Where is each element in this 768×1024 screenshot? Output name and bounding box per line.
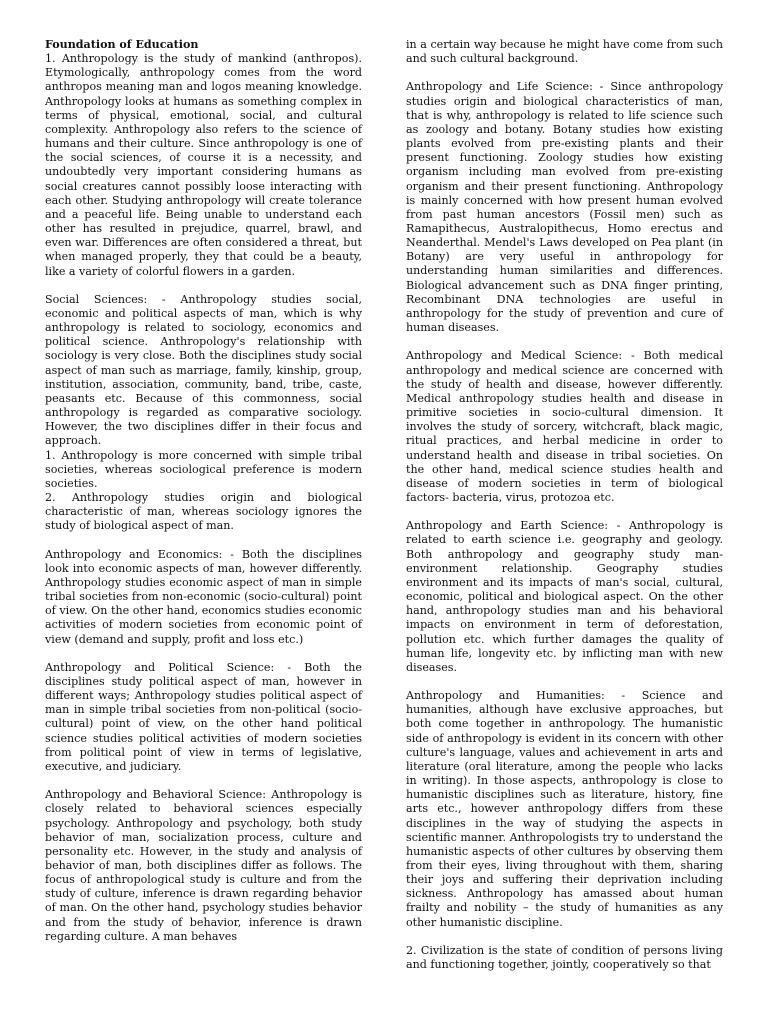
paragraph-difference-1: 1. Anthropology is more concerned with simple tribal societies, whereas sociological preference is modern societies. bbox=[45, 448, 362, 490]
paragraph-difference-2: 2. Anthropology studies origin and biological characteristic of man, whereas sociology ignores the study of biological aspect of man. bbox=[45, 490, 362, 533]
right-column bbox=[406, 38, 723, 986]
document-title: Foundation of Education bbox=[45, 38, 199, 51]
paragraph-social-sciences: Social Sciences: - Anthropology studies social, economic and political aspects of man, which is why anthropology is related to sociology, economics and political science. Anthropology's relationship with sociology is very close. Both the disciplines study social aspect of man such as marriage, family, kinship, group, institution, association, community, band, tribe, caste, peasants etc. Because of this commonness, social anthropology is regarded as comparative sociology. However, the two disciplines differ in their focus and approach. bbox=[45, 292, 362, 448]
paragraph-behavioral-continued: in a certain way because he might have come from such and such cultural background. bbox=[406, 38, 723, 66]
paragraph-behavioral-science: Anthropology and Behavioral Science: Anthropology is closely related to behavioral sciences especially psychology. Anthropology and psychology, both study behavior of man, socialization process, culture and personality etc. However, in the study and analysis of behavior of man, both disciplines differ as follows. The focus of anthropological study is culture and from the study of culture, inference is drawn regarding behavior of man. On the other hand, psychology studies behavior and from the study of behavior, inference is drawn regarding culture. A man behaves bbox=[45, 788, 362, 943]
paragraph-humanities: Anthropology and Humanities: - Science and humanities, although have exclusive approaches, but both come together in anthropology. The humanistic side of anthropology is evident in its concern with other culture's language, values and achievement in arts and literature (oral literature, among the people who lacks in writing). In those aspects, anthropology is close to humanistic disciplines such as literature, history, fine arts etc., however anthropology differs from these disciplines in the way of studying the aspects in scientific manner. Anthropologists try to understand the humanistic aspects of other cultures by observing them from their eyes, living throughout with them, sharing their joys and suffering their deprivation including sickness. Anthropology has amassed about human frailty and nobility – the study of humanities as any other humanistic discipline. bbox=[406, 689, 723, 929]
paragraph-civilization: 2. Civilization is the state of condition of persons living and functioning together, jointly, cooperatively so that bbox=[406, 943, 723, 972]
paragraph-political-science: Anthropology and Political Science: - Both the disciplines study political aspect of man, however in different ways; Anthropology studies political aspect of man in simple tribal societies from non-political (socio-cultural) point of view, on the other hand political science studies political activities of modern societies from political point of view in terms of legislative, executive, and judiciary. bbox=[45, 660, 362, 773]
paragraph-medical-science: Anthropology and Medical Science: - Both medical anthropology and medical science are concerned with the study of health and disease, however differently. Medical anthropology studies health and disease in primitive societies in socio-cultural dimension. It involves the study of sorcery, witchcraft, black magic, ritual practices, and herbal medicine in order to understand health and disease in tribal societies. On the other hand, medical science studies health and disease of modern societies in term of biological factors- bacteria, virus, protozoa etc. bbox=[406, 349, 723, 504]
paragraph-economics: Anthropology and Economics: - Both the disciplines look into economic aspects of man, however differently. Anthropology studies economic aspect of man in simple tribal societies from non-economic (socio-cultural) point of view. On the other hand, economics studies economic activities of modern societies from economic point of view (demand and supply, profit and loss etc.) bbox=[45, 547, 362, 646]
paragraph-life-science: Anthropology and Life Science: - Since anthropology studies origin and biological characteristics of man, that is why, anthropology is related to life science such as zoology and botany. Botany studies how existing plants evolved from pre-existing plants and their present functioning. Zoology studies how existing organism including man evolved from pre-existing organism and their present functioning. Anthropology is mainly concerned with how present human evolved from past human ancestors (Fossil men) such as Ramapithecus, Australopithecus, Homo erectus and Neanderthal. Mendel's Laws developed on Pea plant (in Botany) are very useful in anthropology for understanding human similarities and differences. Biological advancement such as DNA finger printing, Recombinant DNA technologies are useful in anthropology for the study of prevention and cure of human diseases. bbox=[406, 80, 723, 335]
paragraph-earth-science: Anthropology and Earth Science: - Anthropology is related to earth science i.e. geography and geology. Both anthropology and geography study man-environment relationship. Geography studies environment and its impacts of man's social, cultural, economic, political and biological aspect. On the other hand, anthropology studies man and his behavioral impacts on environment in term of deforestation, pollution etc. which further damages the quality of human life, longevity etc. by inflicting man with new diseases. bbox=[406, 519, 723, 674]
left-column bbox=[45, 38, 362, 958]
paragraph-anthropology-intro: 1. Anthropology is the study of mankind (anthropos). Etymologically, anthropology comes from the word anthropos meaning man and logos meaning knowledge. Anthropology looks at humans as something complex in terms of physical, emotional, social, and cultural complexity. Anthropology also refers to the science of humans and their culture. Since anthropology is one of the social sciences, of course it is a necessity, and undoubtedly very important considering humans as social creatures cannot possibly loose interacting with each other. Studying anthropology will create tolerance and a peaceful life. Being unable to understand each other has resulted in prejudice, quarrel, brawl, and even war. Differences are often considered a threat, but when managed properly, they that could be a beauty, like a variety of colorful flowers in a garden. bbox=[45, 52, 362, 278]
